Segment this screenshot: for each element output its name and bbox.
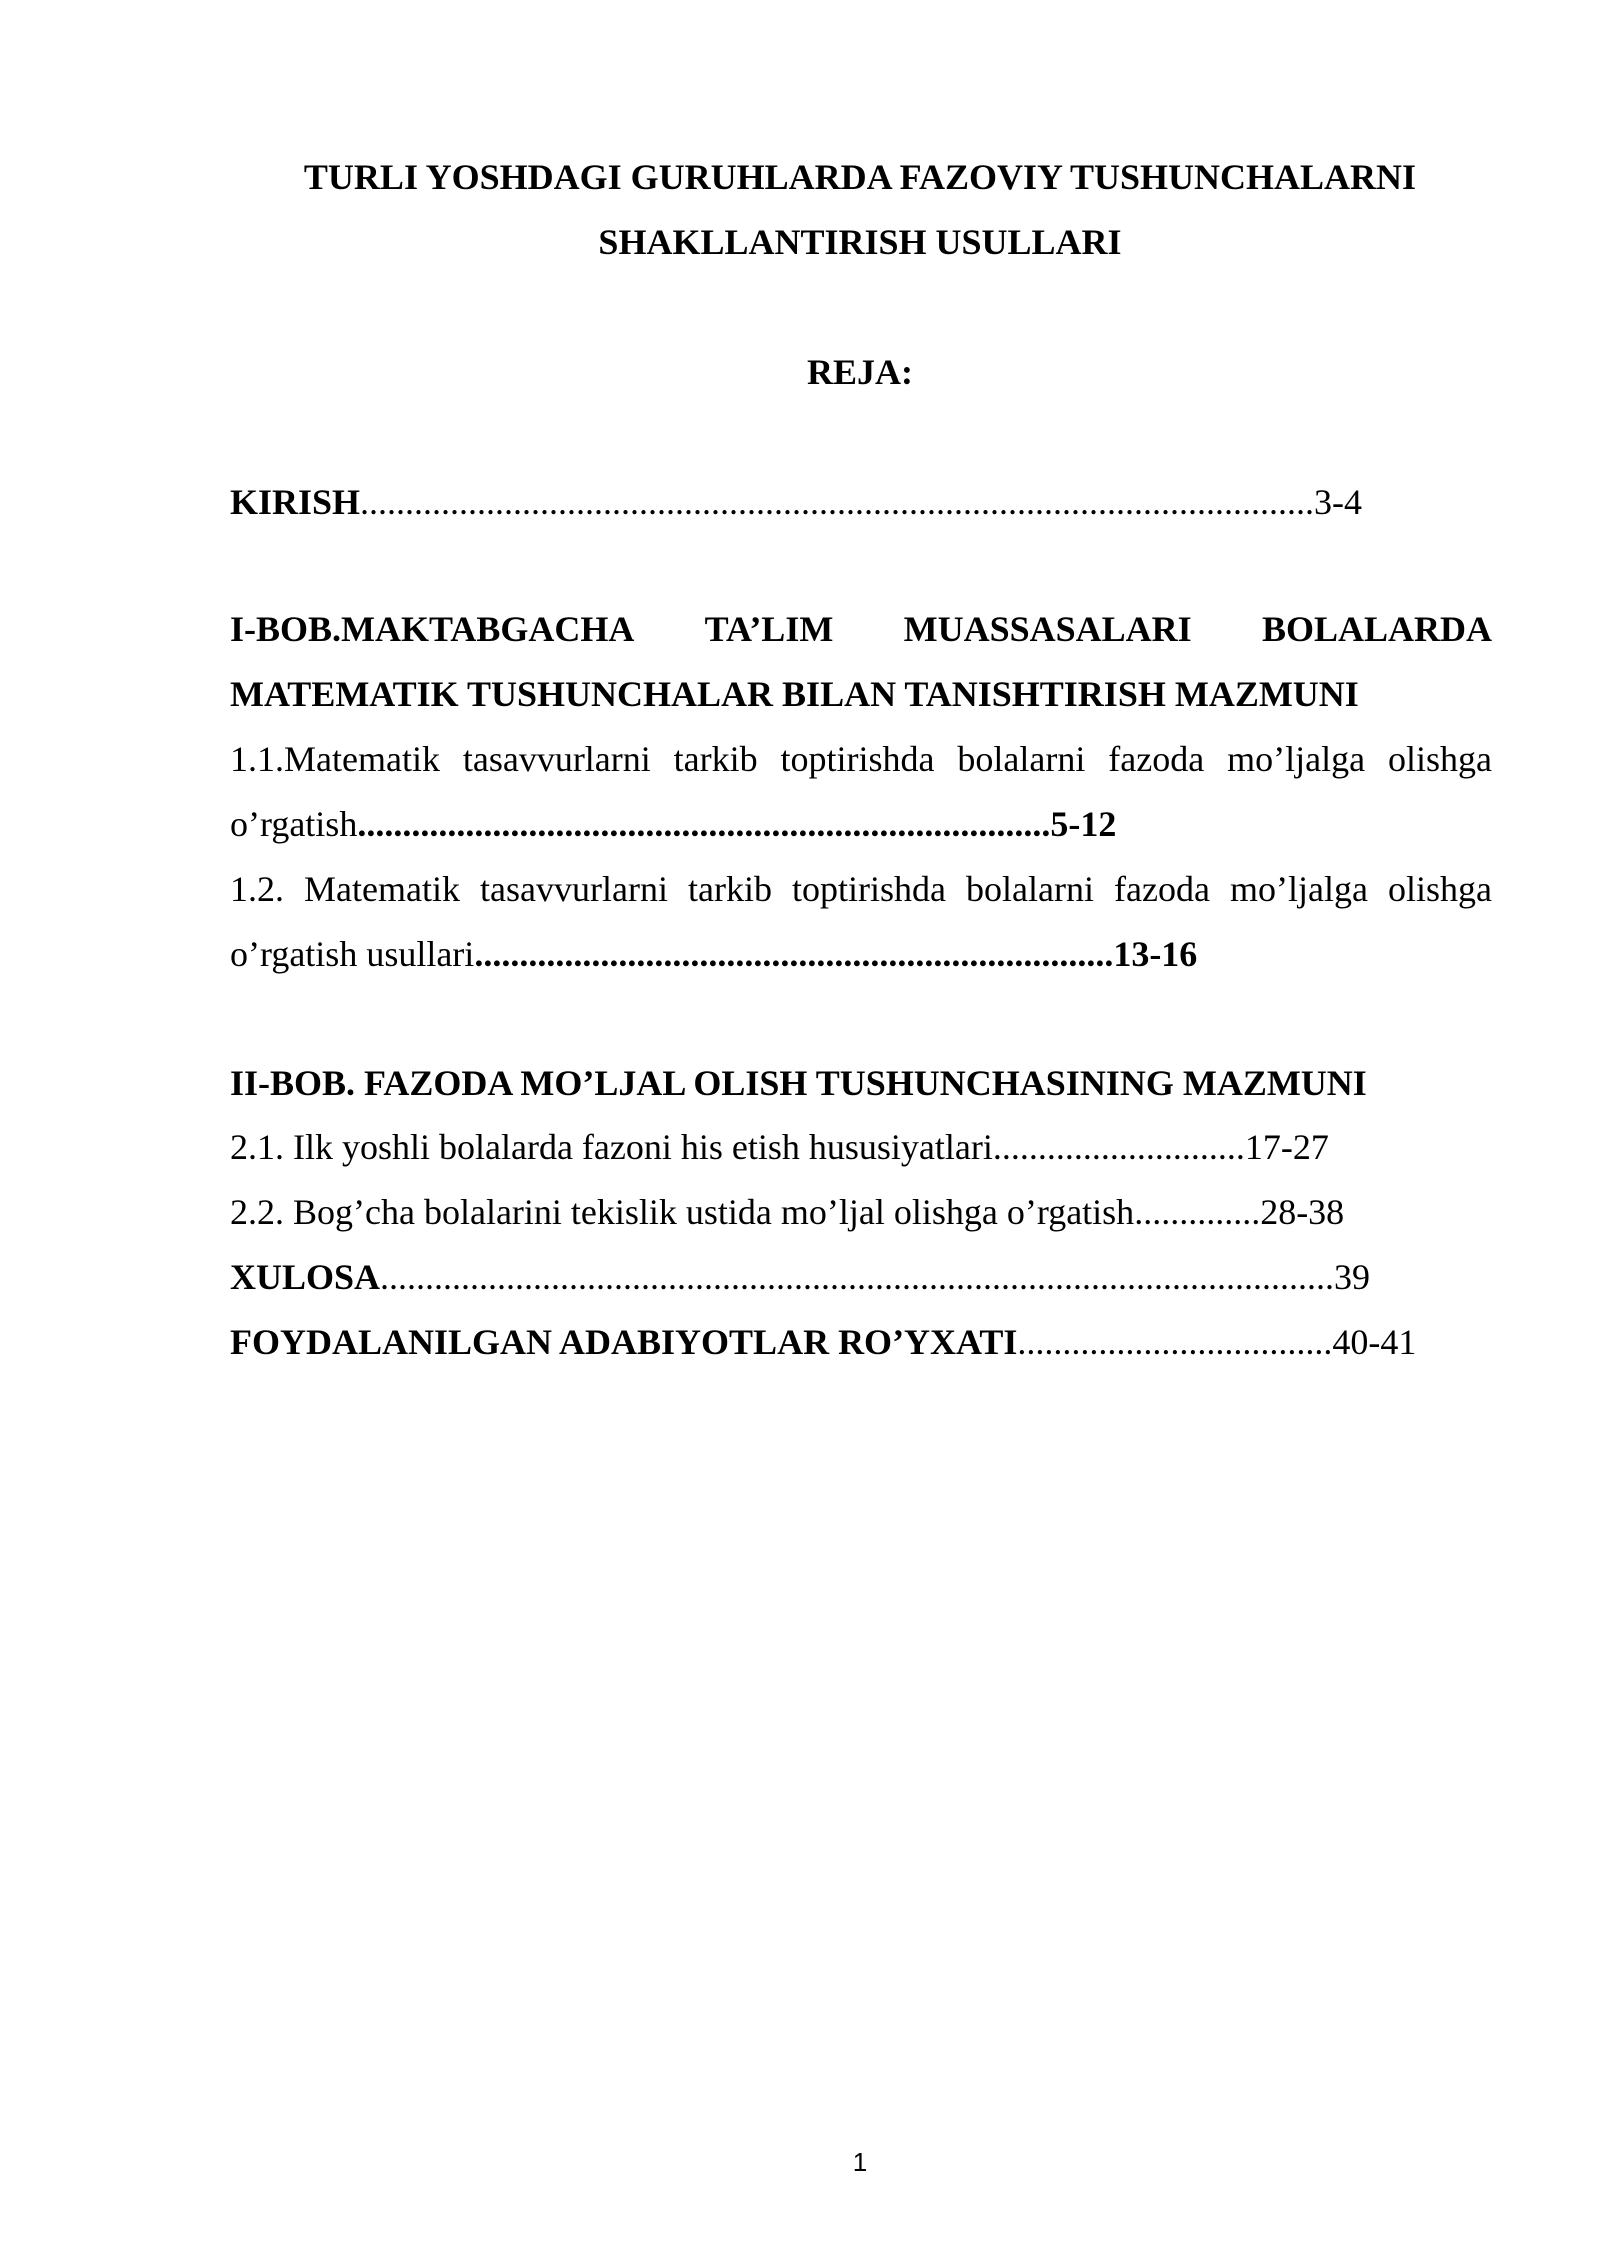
section-word: bolalarni: [966, 869, 1094, 909]
toc-entry-conclusion-label: XULOSA: [230, 1257, 381, 1297]
toc-entry-conclusion-pages: 39: [1334, 1257, 1371, 1297]
toc-entry-intro: [230, 470, 1362, 534]
section-2-2: [230, 1180, 1344, 1244]
section-word: mo’ljalga: [1229, 869, 1368, 909]
toc-leader-dots: .......................................................................: [474, 934, 1114, 974]
section-word: toptirishda: [780, 739, 935, 779]
toc-leader-dots: ............................: [992, 1127, 1245, 1167]
document-title-line2: SHAKLLANTIRISH USULLARI: [598, 222, 1122, 262]
section-word: fazoda: [1114, 869, 1210, 909]
section-1-1-text: o’rgatish: [230, 804, 358, 844]
chapter2-title: II-BOB. FAZODA MO’LJAL OLISH TUSHUNCHASINING MAZMUNI: [230, 1063, 1367, 1103]
chapter1-title-line1: [230, 597, 1492, 661]
section-word: 1.1.Matematik: [230, 739, 440, 779]
section-1-1-line1: [230, 727, 1492, 791]
section-word: toptirishda: [792, 869, 946, 909]
section-word: bolalarni: [957, 739, 1086, 779]
section-word: olishga: [1387, 739, 1492, 779]
chapter1-title-word: TA’LIM: [704, 609, 834, 649]
section-word: tasavvurlarni: [462, 739, 651, 779]
section-word: fazoda: [1108, 739, 1205, 779]
toc-leader-dots: ..........................................................................................................: [380, 1257, 1335, 1297]
section-word: tarkib: [673, 739, 758, 779]
chapter1-title-word: MUASSASALARI: [903, 609, 1192, 649]
section-2-1-pages: 17-27: [1244, 1127, 1329, 1167]
section-word: tarkib: [687, 869, 772, 909]
section-2-2-text: 2.2. Bog’cha bolalarini tekislik ustida mo’ljal olishga o’rgatish: [230, 1192, 1135, 1232]
plan-heading: REJA:: [807, 352, 913, 392]
toc-entry-conclusion: [230, 1245, 1370, 1309]
section-1-2-text: o’rgatish usullari: [230, 934, 475, 974]
toc-entry-references-pages: 40-41: [1332, 1322, 1417, 1362]
section-word: tasavvurlarni: [480, 869, 668, 909]
toc-entry-intro-label: KIRISH: [230, 482, 361, 522]
section-2-1: [230, 1115, 1329, 1179]
section-1-2-pages: 13-16: [1113, 934, 1198, 974]
toc-entry-references-label: FOYDALANILGAN ADABIYOTLAR RO’YXATI: [230, 1322, 1018, 1362]
toc-leader-dots: .............................................................................: [357, 804, 1051, 844]
toc-leader-dots: ...................................: [1017, 1322, 1333, 1362]
section-word: Matematik: [304, 869, 460, 909]
section-2-1-text: 2.1. Ilk yoshli bolalarda fazoni his etish hususiyatlari: [230, 1127, 993, 1167]
toc-leader-dots: ..........................................................................................................: [360, 482, 1315, 522]
section-1-2-line1: [230, 857, 1492, 921]
toc-leader-dots: ..............: [1134, 1192, 1261, 1232]
page-number: 1: [852, 2147, 868, 2177]
chapter1-title-line2: MATEMATIK TUSHUNCHALAR BILAN TANISHTIRISH MAZMUNI: [230, 674, 1359, 714]
section-1-2-line2: [230, 922, 1197, 986]
chapter1-title-word: I-BOB.MAKTABGACHA: [230, 609, 635, 649]
document-title-line1: TURLI YOSHDAGI GURUHLARDA FAZOVIY TUSHUNCHALARNI: [303, 157, 1417, 197]
section-word: 1.2.: [230, 869, 284, 909]
section-1-1-pages: 5-12: [1050, 804, 1117, 844]
toc-entry-references: [230, 1310, 1416, 1374]
section-1-1-line2: [230, 792, 1116, 856]
chapter1-title-word: BOLALARDA: [1261, 609, 1492, 649]
section-2-2-pages: 28-38: [1260, 1192, 1345, 1232]
section-word: mo’ljalga: [1227, 739, 1366, 779]
section-word: olishga: [1387, 869, 1492, 909]
toc-entry-intro-pages: 3-4: [1314, 482, 1363, 522]
